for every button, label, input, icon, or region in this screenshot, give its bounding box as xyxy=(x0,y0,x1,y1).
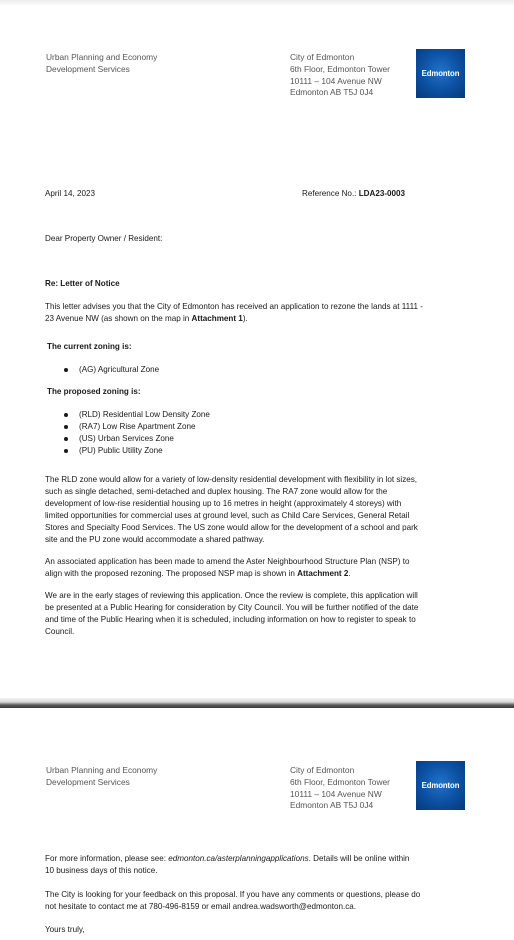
salutation: Dear Property Owner / Resident: xyxy=(45,234,163,243)
document-page-2 xyxy=(0,708,514,940)
text-run: align with the proposed rezoning. The proposed NSP map is shown in xyxy=(45,569,298,578)
list-item: (AG) Agricultural Zone xyxy=(64,364,159,376)
city-address xyxy=(290,765,390,812)
page-separator xyxy=(0,698,514,708)
address-line: 6th Floor, Edmonton Tower xyxy=(290,776,390,787)
attachment-reference: Attachment 1 xyxy=(191,314,243,323)
paragraph-line: The RLD zone would allow for a variety of low-density residential development with flexibility in lot sizes, xyxy=(45,475,418,484)
address-line: 6th Floor, Edmonton Tower xyxy=(290,63,390,74)
nsp-paragraph xyxy=(45,556,470,580)
paragraph-line: be presented at a Public Hearing for consideration by City Council. You will be further notified of the date xyxy=(45,603,419,612)
text-run: 23 Avenue NW (as shown on the map in xyxy=(45,314,192,323)
edmonton-logo xyxy=(416,49,465,98)
current-zoning-list xyxy=(64,364,159,376)
paragraph-line xyxy=(45,853,470,865)
paragraph-line: and time of the Public Hearing when it is scheduled, including information on how to register to speak to xyxy=(45,615,416,624)
logo-wordmark: Edmonton xyxy=(421,781,460,790)
attachment-reference: Attachment 2 xyxy=(297,569,349,578)
subject-line: Re: Letter of Notice xyxy=(45,279,120,288)
paragraph-line: Council. xyxy=(45,627,75,636)
paragraph-line: such as single detached, semi-detached and duplex housing. The RA7 zone would allow for the xyxy=(45,487,388,496)
current-zoning-heading: The current zoning is: xyxy=(47,342,132,351)
department-name xyxy=(46,765,157,789)
zone-description-paragraph xyxy=(45,474,470,546)
list-item: (RA7) Low Rise Apartment Zone xyxy=(64,421,210,433)
text-run: For more information, please see: xyxy=(45,854,169,863)
paragraph-line: development of low-rise residential housing up to 16 metres in height (approximately 4 storeys) with xyxy=(45,499,402,508)
paragraph-line: We are in the early stages of reviewing this application. Once the review is complete, this application will xyxy=(45,591,418,600)
info-paragraph xyxy=(45,853,470,877)
closing: Yours truly, xyxy=(45,925,85,934)
paragraph-line: Stores and Specialty Food Services. The US zone would allow for the development of a school and park xyxy=(45,523,418,532)
proposed-zoning-list xyxy=(64,409,210,457)
paragraph-line: limited opportunities for commercial uses at ground level, such as Child Care Services, General Retail xyxy=(45,511,410,520)
logo-wordmark: Edmonton xyxy=(421,69,460,78)
department-line: Urban Planning and Economy xyxy=(46,765,158,775)
reference-value: LDA23-0003 xyxy=(358,189,406,198)
address-line: Edmonton AB T5J 0J4 xyxy=(290,800,374,811)
edmonton-logo xyxy=(416,761,465,810)
list-item: (PU) Public Utility Zone xyxy=(64,445,210,457)
text-run: . Details will be online within xyxy=(308,854,410,863)
address-line: 10111 – 104 Avenue NW xyxy=(290,788,382,799)
address-line: City of Edmonton xyxy=(290,765,355,775)
paragraph-line: The City is looking for your feedback on this proposal. If you have any comments or questions, please do xyxy=(45,890,421,899)
paragraph-line: site and the PU zone would accommodate a shared pathway. xyxy=(45,535,265,544)
applications-link[interactable]: edmonton.ca/asterplanningapplications xyxy=(168,854,309,863)
address-line: Edmonton AB T5J 0J4 xyxy=(290,87,374,98)
paragraph-line: This letter advises you that the City of Edmonton has received an application to rezone the lands at 1111 - xyxy=(45,302,423,311)
address-line: 10111 – 104 Avenue NW xyxy=(290,75,382,86)
department-name xyxy=(46,52,157,76)
text-run: . xyxy=(348,569,351,578)
department-line: Development Services xyxy=(46,63,130,74)
address-line: City of Edmonton xyxy=(290,52,355,62)
text-run: ). xyxy=(242,314,248,323)
paragraph-line xyxy=(45,313,470,325)
feedback-paragraph xyxy=(45,889,470,913)
list-item: (RLD) Residential Low Density Zone xyxy=(64,409,210,421)
paragraph-line xyxy=(45,568,470,580)
paragraph-line: 10 business days of this notice. xyxy=(45,866,158,875)
department-line: Development Services xyxy=(46,776,130,787)
paragraph-line: not hesitate to contact me at 780-496-8159 or email andrea.wadsworth@edmonton.ca. xyxy=(45,902,357,911)
paragraph-line: An associated application has been made to amend the Aster Neighbourhood Structure Plan (NSP) to xyxy=(45,557,410,566)
list-item: (US) Urban Services Zone xyxy=(64,433,210,445)
review-paragraph xyxy=(45,590,470,638)
department-line: Urban Planning and Economy xyxy=(46,52,158,62)
reference-number xyxy=(302,188,405,200)
reference-label: Reference No.: xyxy=(302,189,359,198)
city-address xyxy=(290,52,390,99)
intro-paragraph xyxy=(45,301,470,325)
letter-date: April 14, 2023 xyxy=(45,189,95,198)
document-page-1 xyxy=(0,6,514,698)
proposed-zoning-heading: The proposed zoning is: xyxy=(47,387,141,396)
